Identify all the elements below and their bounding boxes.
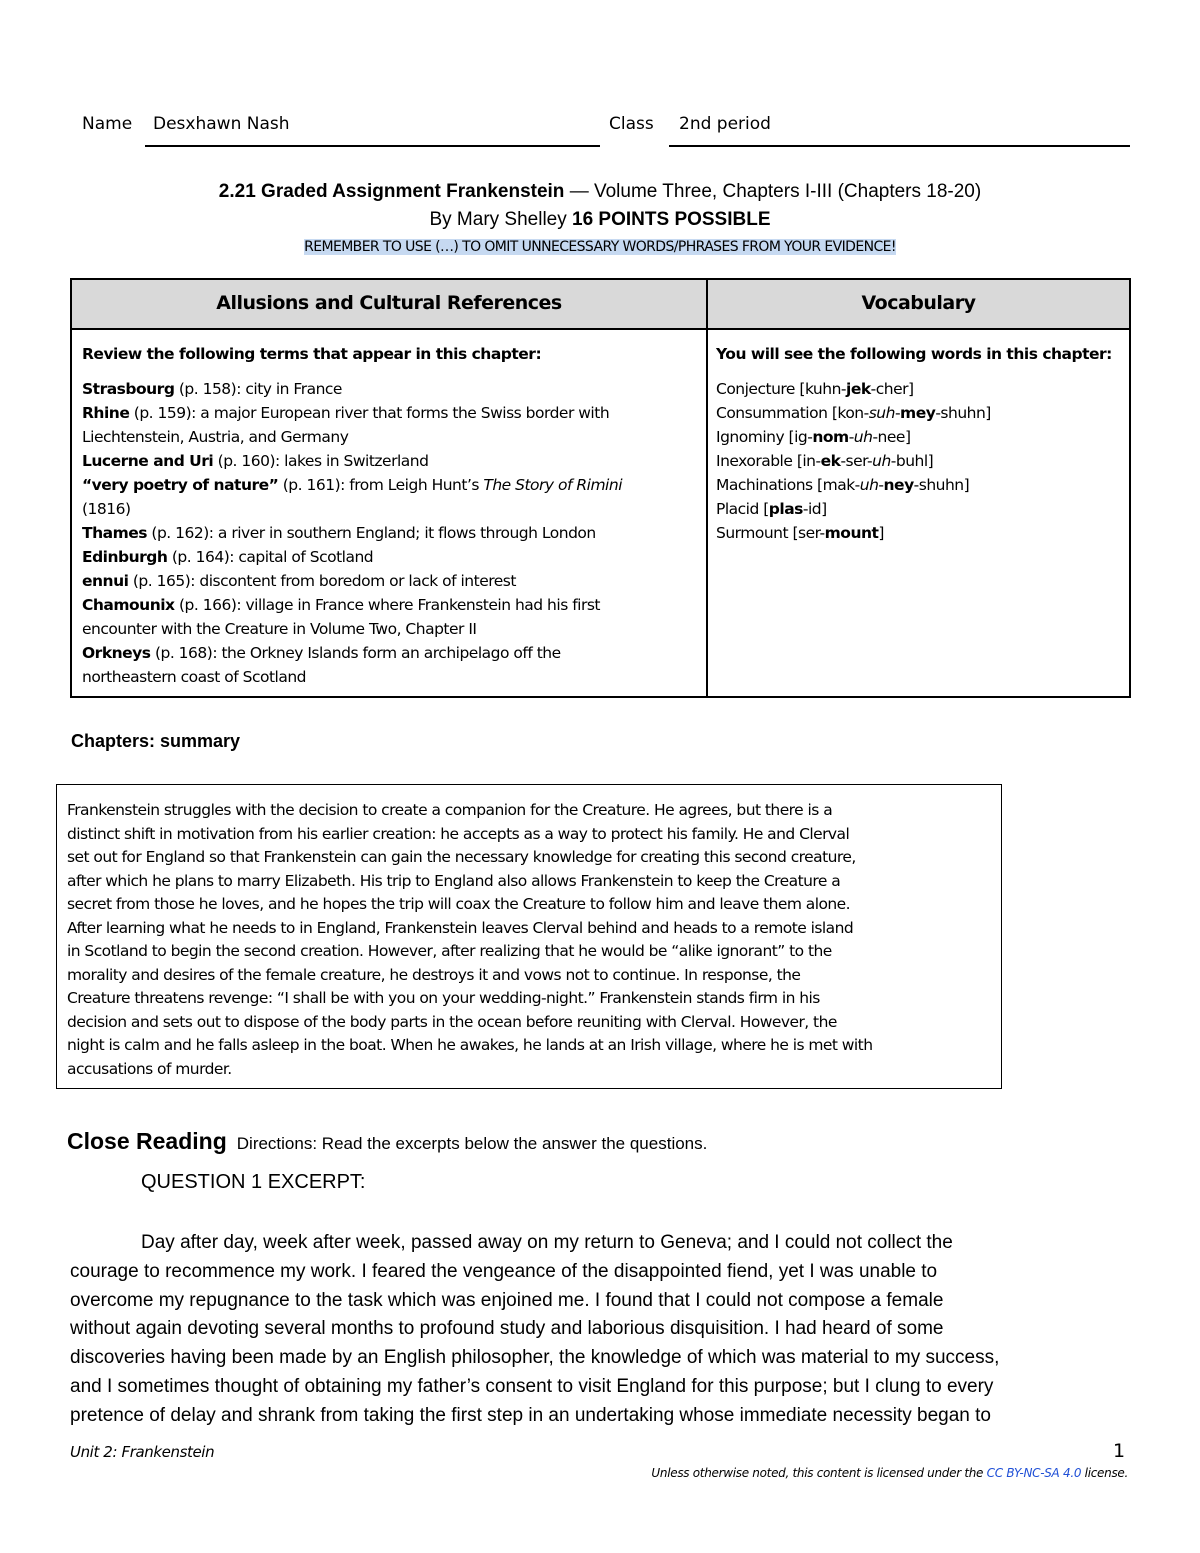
allusion-description: (1816) [82, 500, 131, 518]
table-column-divider [706, 280, 708, 696]
summary-line: secret from those he loves, and he hopes the trip will coax the Creature to follow him and leave them alone. [67, 895, 851, 913]
allusion-term: Orkneys [82, 644, 151, 662]
summary-line: Frankenstein struggles with the decision to create a companion for the Creature. He agrees, but there is a [67, 801, 833, 819]
allusion-line [82, 665, 702, 689]
question-1-label: QUESTION 1 EXCERPT: [141, 1171, 366, 1193]
reminder-text: REMEMBER TO USE (…) TO OMIT UNNECESSARY WORDS/PHRASES FROM YOUR EVIDENCE! [304, 239, 896, 255]
allusion-description: (p. 164): capital of Scotland [167, 548, 374, 566]
excerpt-line: Day after day, week after week, passed away on my return to Geneva; and I could not collect the [141, 1232, 953, 1253]
close-reading-line [67, 1128, 707, 1155]
summary-line: morality and desires of the female creature, he destroys it and vows not to continue. In response, the [67, 965, 801, 984]
vocabulary-list [716, 377, 1126, 545]
allusion-line [82, 377, 702, 401]
summary-line: decision and sets out to dispose of the body parts in the ocean before reuniting with Clerval. However, the [67, 1012, 837, 1031]
excerpt-line: discoveries having been made by an English philosopher, the knowledge of which was material to my success, [70, 1347, 1000, 1369]
excerpt-line: without again devoting several months to profound study and laborious disquisition. I had heard of some [70, 1318, 944, 1340]
vocabulary-item: Inexorable [in-ek-ser-uh-buhl] [716, 452, 934, 470]
assignment-title [0, 181, 1200, 203]
author: By Mary Shelley [429, 209, 573, 230]
allusion-line [82, 641, 702, 665]
allusions-intro: Review the following terms that appear in this chapter: [82, 345, 542, 363]
summary-line: night is calm and he falls asleep in the boat. When he awakes, he lands at an Irish village, where he is met with [67, 1036, 873, 1054]
allusion-term: Strasbourg [82, 380, 175, 398]
allusion-line [82, 617, 702, 641]
close-reading-directions: Directions: Read the excerpts below the answer the questions. [236, 1134, 708, 1153]
vocabulary-item: Ignominy [ig-nom-uh-nee] [716, 428, 911, 446]
assignment-title-bold: 2.21 Graded Assignment Frankenstein [218, 181, 565, 202]
allusion-description: Liechtenstein, Austria, and Germany [82, 428, 349, 446]
vocabulary-cell [716, 342, 1126, 545]
name-field[interactable]: Desxhawn Nash [153, 114, 290, 134]
excerpt-line: and I sometimes thought of obtaining my father’s consent to visit England for this purpose; but I clung to every [70, 1375, 994, 1397]
allusion-term: “very poetry of nature” [82, 476, 279, 494]
license-pre: Unless otherwise noted, this content is licensed under the [651, 1466, 987, 1480]
close-reading-heading: Close Reading [67, 1128, 227, 1154]
author-line [0, 209, 1200, 231]
vocabulary-item: Placid [plas-id] [716, 500, 827, 518]
allusion-description: (p. 166): village in France where Frankenstein had his first [174, 596, 600, 614]
summary-line: set out for England so that Frankenstein can gain the necessary knowledge for creating this second creature, [67, 848, 856, 866]
allusion-term: Thames [82, 524, 147, 542]
summary-line: after which he plans to marry Elizabeth. His trip to England also allows Frankenstein to keep the Creature a [67, 871, 841, 890]
allusion-description: (p. 158): city in France [174, 380, 342, 398]
excerpt-line: courage to recommence my work. I feared the vengeance of the disappointed fiend, yet I was unable to [70, 1260, 938, 1282]
assignment-title-rest: — Volume Three, Chapters I-III (Chapters 18-20) [564, 181, 982, 202]
allusion-line [82, 521, 702, 545]
vocabulary-item: Consummation [kon-suh-mey-shuhn] [716, 404, 991, 422]
vocabulary-item: Surmount [ser-mount] [716, 524, 884, 542]
allusion-description: (p. 159): a major European river that forms the Swiss border with [129, 404, 610, 422]
name-label: Name [82, 114, 133, 134]
allusion-line [82, 569, 702, 593]
summary-line: in Scotland to begin the second creation. However, after realizing that he would be “alike ignorant” to the [67, 942, 832, 960]
allusion-description: (p. 161): from Leigh Hunt’s The Story of Rimini [278, 476, 622, 494]
reminder-line [0, 238, 1200, 255]
allusion-line [82, 449, 702, 473]
summary-line: accusations of murder. [67, 1059, 232, 1078]
summary-line: Creature threatens revenge: “I shall be with you on your wedding-night.” Frankenstein stands firm in his [67, 989, 820, 1007]
allusions-cell [82, 342, 702, 689]
allusion-description: northeastern coast of Scotland [82, 668, 306, 686]
allusion-description: (p. 168): the Orkney Islands form an archipelago off the [150, 644, 561, 662]
vocabulary-item: Conjecture [kuhn-jek-cher] [716, 380, 914, 398]
allusions-header: Allusions and Cultural References [216, 292, 562, 314]
vocabulary-header: Vocabulary [861, 292, 976, 314]
license-notice [651, 1466, 1128, 1480]
allusion-term: Edinburgh [82, 548, 168, 566]
allusion-description: (p. 162): a river in southern England; it flows through London [146, 524, 596, 542]
allusion-term: Lucerne and Uri [82, 452, 214, 470]
summary-line: After learning what he needs to in England, Frankenstein leaves Clerval behind and heads to a remote island [67, 918, 854, 937]
class-label: Class [609, 114, 654, 134]
summary-box[interactable] [56, 784, 1002, 1089]
footer-unit: Unit 2: Frankenstein [70, 1443, 215, 1461]
name-underline [145, 145, 600, 147]
question-1-excerpt [70, 1229, 1130, 1431]
allusion-term: Chamounix [82, 596, 175, 614]
excerpt-line: pretence of delay and shrank from taking the first step in an undertaking whose immediate necessity began to [70, 1404, 991, 1426]
allusion-term: Rhine [82, 404, 130, 422]
page-number: 1 [1113, 1440, 1126, 1462]
license-post: license. [1081, 1466, 1128, 1480]
summary-heading: Chapters: summary [71, 731, 241, 751]
allusion-line [82, 497, 702, 521]
points-possible: 16 POINTS POSSIBLE [572, 209, 771, 230]
license-link[interactable]: CC BY-NC-SA 4.0 [986, 1466, 1082, 1480]
allusion-term: ennui [82, 572, 129, 590]
allusion-description: encounter with the Creature in Volume Two, Chapter II [82, 620, 477, 638]
reference-table [70, 278, 1131, 698]
allusion-description: (p. 160): lakes in Switzerland [213, 452, 429, 470]
class-field[interactable]: 2nd period [679, 114, 771, 134]
excerpt-line: overcome my repugnance to the task which was enjoined me. I found that I could not compose a female [70, 1289, 944, 1311]
allusion-line [82, 593, 702, 617]
summary-text [67, 799, 997, 1081]
allusion-line [82, 401, 702, 425]
summary-line: distinct shift in motivation from his earlier creation: he accepts as a way to protect his family. He and Clerval [67, 824, 850, 843]
class-underline [669, 145, 1130, 147]
allusion-line [82, 425, 702, 449]
allusion-description: (p. 165): discontent from boredom or lack of interest [128, 572, 516, 590]
allusion-list [82, 377, 702, 689]
allusion-line [82, 473, 702, 497]
allusion-line [82, 545, 702, 569]
vocabulary-item: Machinations [mak-uh-ney-shuhn] [716, 476, 970, 494]
vocabulary-intro: You will see the following words in this chapter: [716, 345, 1112, 363]
